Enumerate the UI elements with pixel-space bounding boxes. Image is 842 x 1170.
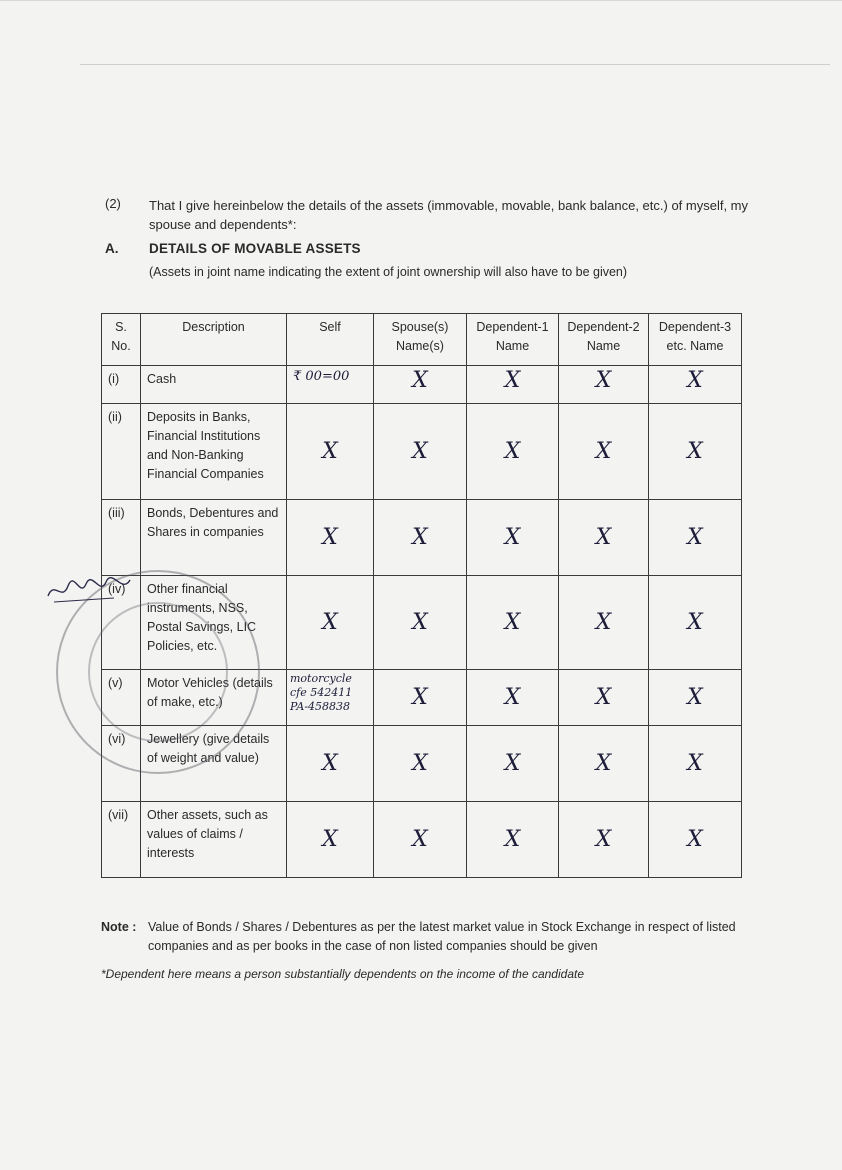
table-row xyxy=(102,726,742,802)
dependent-1-value: X xyxy=(504,609,521,635)
row-description: Other financial instruments, NSS, Postal Savings, LIC Policies, etc. xyxy=(141,576,287,670)
section-a-title: DETAILS OF MOVABLE ASSETS xyxy=(149,241,361,256)
dependent-definition: *Dependent here means a person substantially dependents on the income of the candidate xyxy=(101,967,584,981)
section-2-text: That I give hereinbelow the details of the assets (immovable, movable, bank balance, etc.) of myself, my spouse and dependents*: xyxy=(149,198,749,232)
header-self: Self xyxy=(287,314,374,366)
spouse-value: X xyxy=(412,826,428,852)
row-number: (ii) xyxy=(102,404,141,500)
dependent-3-value: X xyxy=(687,368,703,393)
dependent-3-value: X xyxy=(687,438,703,464)
row-description: Jewellery (give details of weight and value) xyxy=(141,726,287,802)
self-value: X xyxy=(322,750,338,776)
spouse-value: X xyxy=(412,438,428,464)
header-dependent-2: Dependent-2 Name xyxy=(559,314,649,366)
row-description: Cash xyxy=(141,366,287,404)
row-number: (v) xyxy=(102,670,141,726)
note-label: Note : xyxy=(101,920,137,934)
row-number: (vi) xyxy=(102,726,141,802)
row-number: (vii) xyxy=(102,802,141,878)
self-value: X xyxy=(322,826,338,852)
spouse-value: X xyxy=(412,684,428,710)
dependent-2-value: X xyxy=(595,826,612,852)
row-number: (iv) xyxy=(102,576,141,670)
spouse-value: X xyxy=(412,609,428,635)
spouse-value: X xyxy=(412,524,428,550)
dependent-2-value: X xyxy=(595,609,612,635)
table-row xyxy=(102,802,742,878)
header-spouse: Spouse(s) Name(s) xyxy=(374,314,467,366)
dependent-2-value: X xyxy=(595,750,612,776)
dependent-3-value: X xyxy=(687,684,703,710)
dependent-1-value: X xyxy=(504,368,521,393)
table-row xyxy=(102,404,742,500)
section-a-note: (Assets in joint name indicating the extent of joint ownership will also have to be given) xyxy=(149,265,628,279)
dependent-1-value: X xyxy=(504,750,521,776)
dependent-1-value: X xyxy=(504,684,521,710)
row-number: (i) xyxy=(102,366,141,404)
dependent-3-value: X xyxy=(687,524,703,550)
dependent-1-value: X xyxy=(504,826,521,852)
row-description: Other assets, such as values of claims / interests xyxy=(141,802,287,878)
row-number: (iii) xyxy=(102,500,141,576)
header-description: Description xyxy=(141,314,287,366)
table-row xyxy=(102,576,742,670)
dependent-2-value: X xyxy=(595,684,612,710)
dependent-3-value: X xyxy=(687,609,703,635)
self-value: ₹ 00=00 xyxy=(293,369,350,384)
dependent-3-value: X xyxy=(687,826,703,852)
row-description: Motor Vehicles (details of make, etc.) xyxy=(141,670,287,726)
section-a-letter: A. xyxy=(105,241,119,256)
dependent-2-value: X xyxy=(595,368,612,393)
dependent-2-value: X xyxy=(595,438,612,464)
table-row xyxy=(102,500,742,576)
dependent-3-value: X xyxy=(687,750,703,776)
self-vehicle-details: motorcycle cfe 542411 PA-458838 xyxy=(290,672,353,713)
table-header-row xyxy=(102,314,742,366)
dependent-1-value: X xyxy=(504,438,521,464)
self-value: X xyxy=(322,524,338,550)
header-dependent-1: Dependent-1 Name xyxy=(467,314,559,366)
table-row xyxy=(102,366,742,404)
row-description: Deposits in Banks, Financial Institutions and Non-Banking Financial Companies xyxy=(141,404,287,500)
scan-artifact-line xyxy=(80,64,830,65)
row-description: Bonds, Debentures and Shares in companies xyxy=(141,500,287,576)
scan-artifact-top xyxy=(0,0,842,1)
table-row xyxy=(102,670,742,726)
header-sno: S. No. xyxy=(102,314,141,366)
dependent-1-value: X xyxy=(504,524,521,550)
self-value: X xyxy=(322,609,338,635)
section-number: (2) xyxy=(105,196,121,211)
spouse-value: X xyxy=(412,368,428,393)
self-value: X xyxy=(322,438,338,464)
dependent-2-value: X xyxy=(595,524,612,550)
spouse-value: X xyxy=(412,750,428,776)
movable-assets-table xyxy=(101,313,742,878)
note-text: Value of Bonds / Shares / Debentures as per the latest market value in Stock Exchange in respect of listed companies and as per books in the case of non listed companies should be given xyxy=(148,920,736,953)
header-dependent-3: Dependent-3 etc. Name xyxy=(649,314,742,366)
